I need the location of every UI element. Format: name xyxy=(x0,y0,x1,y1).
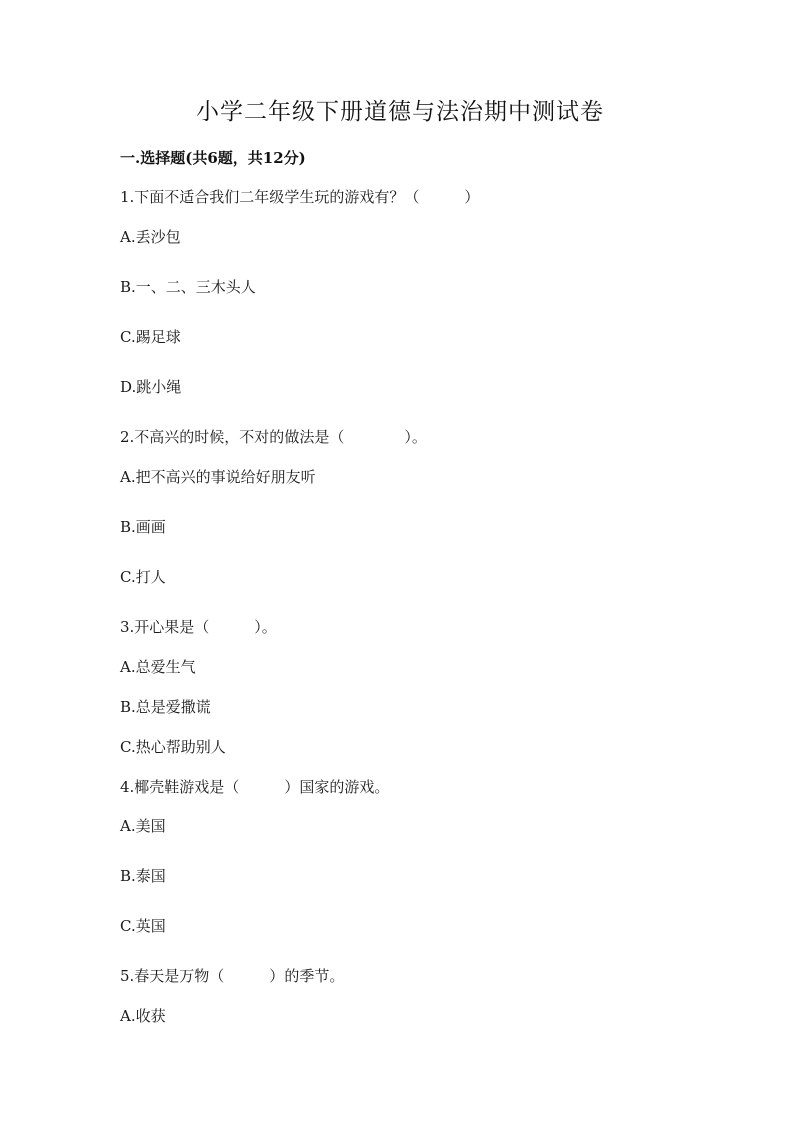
question-1-option-b: B.一、二、三木头人 xyxy=(120,278,256,296)
question-5-stem: 5.春天是万物（ ）的季节。 xyxy=(120,967,345,985)
question-1-stem: 1.下面不适合我们二年级学生玩的游戏有？（ ） xyxy=(120,188,480,206)
question-4-option-b: B.泰国 xyxy=(120,867,166,885)
question-2-option-b: B.画画 xyxy=(120,518,166,536)
question-1-option-d: D.跳小绳 xyxy=(120,378,182,396)
section-heading: 一.选择题(共6题，共12分) xyxy=(120,149,306,167)
question-4-option-a: A.美国 xyxy=(120,817,166,835)
question-4-option-c: C.英国 xyxy=(120,917,166,935)
question-3-option-b: B.总是爱撒谎 xyxy=(120,698,211,716)
question-3-stem: 3.开心果是（ ）。 xyxy=(120,618,277,636)
question-2-option-c: C.打人 xyxy=(120,568,166,586)
question-1-option-c: C.踢足球 xyxy=(120,328,181,346)
question-4-stem: 4.椰壳鞋游戏是（ ）国家的游戏。 xyxy=(120,778,390,796)
question-5-option-a: A.收获 xyxy=(120,1007,166,1025)
question-1-option-a: A.丢沙包 xyxy=(120,228,181,246)
page-title: 小学二年级下册道德与法治期中测试卷 xyxy=(196,99,604,125)
question-2-option-a: A.把不高兴的事说给好朋友听 xyxy=(120,468,316,486)
question-3-option-c: C.热心帮助别人 xyxy=(120,738,226,756)
question-2-stem: 2.不高兴的时候，不对的做法是（ ）。 xyxy=(120,428,427,446)
question-3-option-a: A.总爱生气 xyxy=(120,658,196,676)
